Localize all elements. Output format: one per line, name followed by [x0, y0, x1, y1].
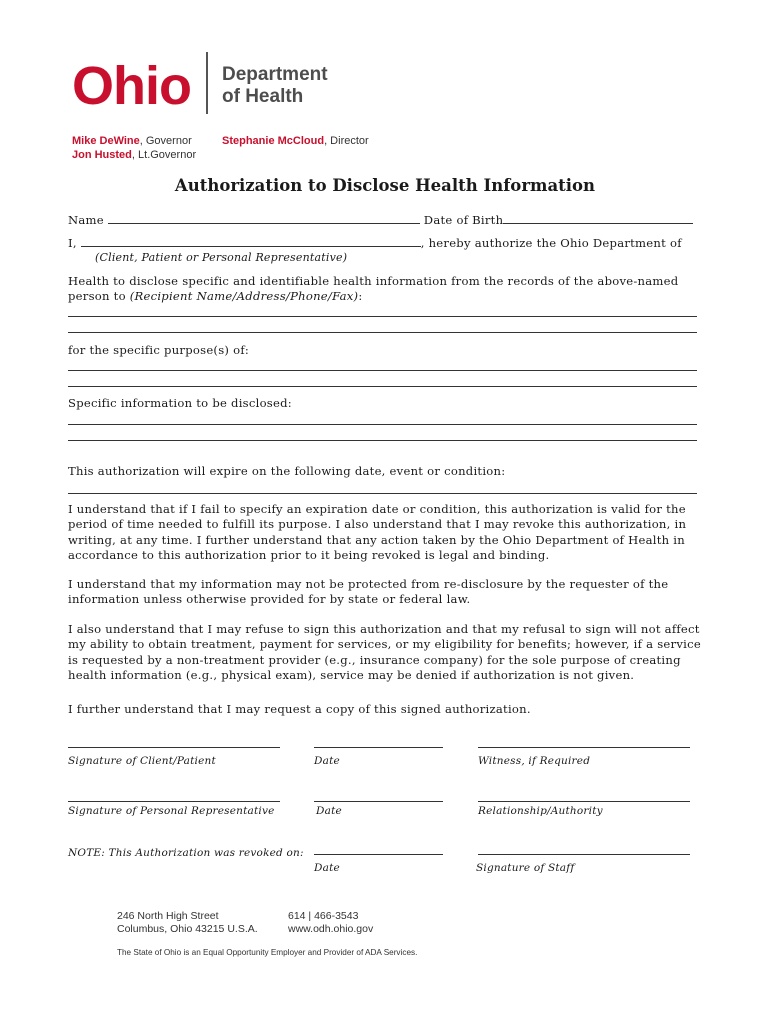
address-line-2: Columbus, Ohio 43215 U.S.A.: [117, 923, 258, 935]
recipient-hint: (Recipient Name/Address/Phone/Fax): [129, 289, 359, 304]
website-link[interactable]: www.odh.ohio.gov: [288, 923, 374, 935]
department-line-2: of Health: [222, 86, 304, 107]
disclose-paragraph: [68, 274, 708, 305]
governor-block: [72, 134, 196, 162]
specific-info-line-2[interactable]: [68, 440, 697, 441]
specific-info-label: Specific information to be disclosed:: [68, 396, 292, 410]
name-field[interactable]: [108, 212, 420, 224]
governor-title: , Governor: [139, 135, 192, 147]
revoked-date-line[interactable]: [314, 854, 443, 855]
name-label: Name: [68, 213, 104, 227]
department-line-1: Department: [222, 64, 328, 85]
authorizer-field[interactable]: [81, 235, 421, 247]
logo-divider: [206, 52, 208, 114]
address-line-1: 246 North High Street: [117, 910, 219, 922]
client-date-line[interactable]: [314, 747, 443, 748]
form-title: Authorization to Disclose Health Information: [174, 176, 596, 195]
relationship-line[interactable]: [478, 801, 690, 802]
governor-name: Mike DeWine: [72, 135, 140, 147]
client-signature-caption: Signature of Client/Patient: [68, 755, 216, 767]
copy-paragraph: I further understand that I may request a copy of this signed authorization.: [68, 702, 531, 716]
expiration-label: This authorization will expire on the following date, event or condition:: [68, 464, 506, 478]
address-block: [117, 910, 258, 936]
recipient-line-2[interactable]: [68, 332, 697, 333]
client-signature-line[interactable]: [68, 747, 280, 748]
purpose-line-1[interactable]: [68, 370, 697, 371]
client-date-caption: Date: [314, 755, 340, 767]
specific-info-line-1[interactable]: [68, 424, 697, 425]
dob-field[interactable]: [503, 212, 693, 224]
ohio-logo: Ohio: [72, 56, 191, 116]
authorize-text: , hereby authorize the Ohio Department of: [420, 236, 682, 250]
representative-signature-line[interactable]: [68, 801, 280, 802]
i-label: I,: [68, 236, 77, 250]
recipient-colon: :: [358, 289, 363, 304]
revoked-note: NOTE: This Authorization was revoked on:: [68, 847, 304, 859]
contact-block: [288, 910, 373, 936]
representative-signature-caption: Signature of Personal Representative: [68, 805, 275, 817]
recipient-line-1[interactable]: [68, 316, 697, 317]
authorize-row: [68, 235, 682, 251]
expiration-line[interactable]: [68, 493, 697, 494]
department-name: [222, 64, 328, 108]
phone-number: 614 | 466-3543: [288, 910, 359, 922]
director-title: , Director: [324, 135, 369, 147]
purpose-line-2[interactable]: [68, 386, 697, 387]
representative-date-line[interactable]: [314, 801, 443, 802]
lt-governor-name: Jon Husted: [72, 149, 132, 161]
revocation-paragraph: I understand that if I fail to specify an expiration date or condition, this authorization is valid for the period of time needed to fulfill its purpose. I also understand that I may revoke this authorization, in writing, at any time. I further understand that any action taken by the Ohio Department of Health in accordance to this authorization prior to it being revoked is legal and binding.: [68, 502, 687, 563]
revoked-date-caption: Date: [314, 862, 340, 874]
client-hint: (Client, Patient or Personal Representative): [95, 251, 348, 264]
refusal-paragraph: I also understand that I may refuse to sign this authorization and that my refusal to sign will not affect my ability to obtain treatment, payment for services, or my eligibility for benefits; however, if a service is requested by a non-treatment provider (e.g., insurance company) for the sole purpose of creating health information (e.g., physical exam), service may be denied if authorization is not given.: [68, 622, 701, 683]
witness-caption: Witness, if Required: [478, 755, 591, 767]
redisclosure-paragraph: I understand that my information may not be protected from re-disclosure by the requester of the information unless otherwise provided for by state or federal law.: [68, 577, 669, 607]
representative-date-caption: Date: [316, 805, 342, 817]
director-name: Stephanie McCloud: [222, 135, 325, 147]
relationship-caption: Relationship/Authority: [478, 805, 603, 817]
lt-governor-title: , Lt.Governor: [131, 149, 197, 161]
director-block: [222, 134, 369, 148]
name-row: [68, 212, 693, 228]
dob-label: Date of Birth: [423, 213, 504, 227]
staff-signature-caption: Signature of Staff: [476, 862, 575, 874]
purpose-label: for the specific purpose(s) of:: [68, 343, 250, 357]
staff-signature-line[interactable]: [478, 854, 690, 855]
witness-line[interactable]: [478, 747, 690, 748]
disclose-text: Health to disclose specific and identifiable health information from the records of the above-named person to: [68, 274, 679, 304]
eeo-statement: The State of Ohio is an Equal Opportunity Employer and Provider of ADA Services.: [117, 948, 418, 957]
